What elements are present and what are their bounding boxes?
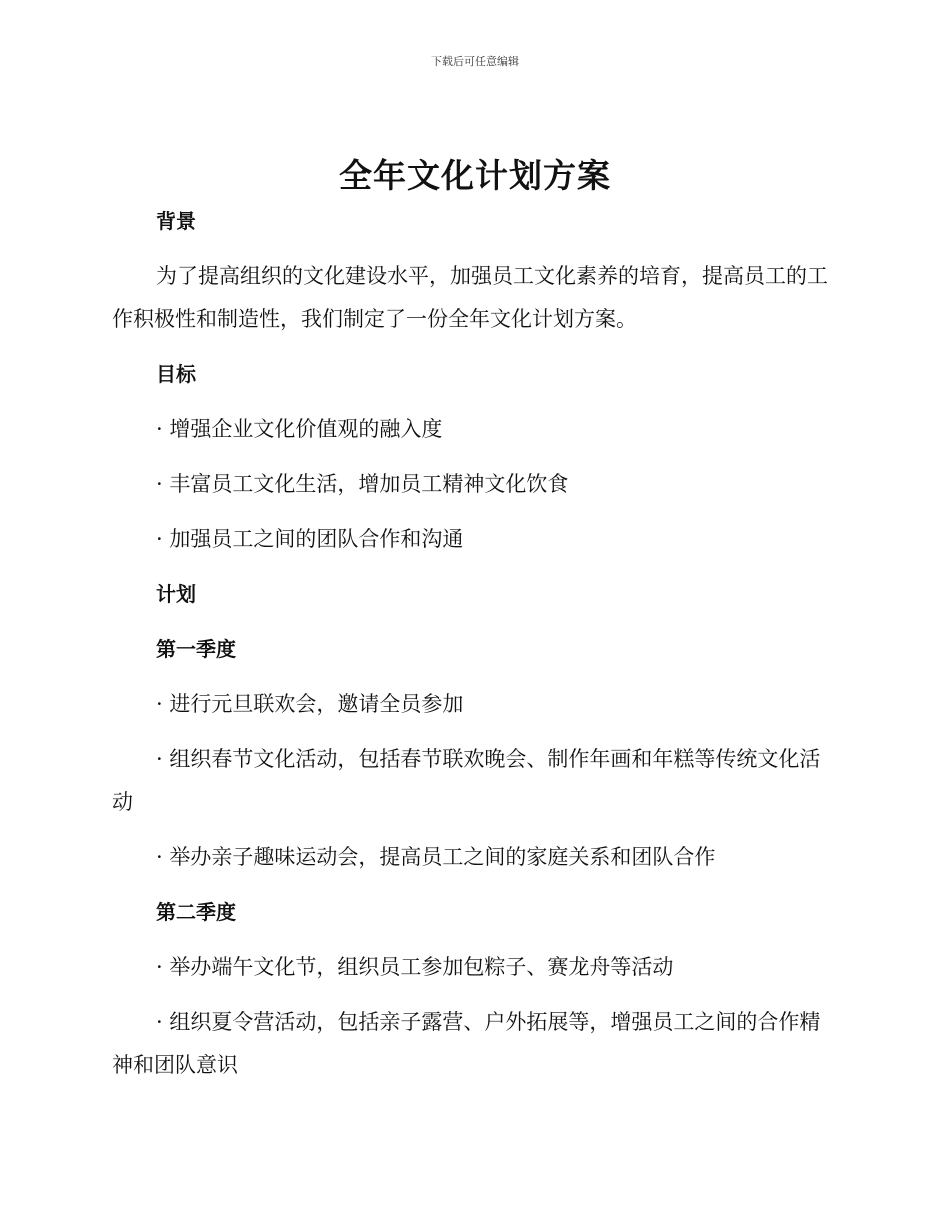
goal-item: · 丰富员工文化生活，增加员工精神文化饮食 <box>156 472 569 496</box>
q2-item: · 组织夏令营活动，包括亲子露营、户外拓展等，增强员工之间的合作精神和团队意识 <box>112 1010 821 1077</box>
section-heading-background: 背景 <box>156 209 196 233</box>
q1-item: · 举办亲子趣味运动会，提高员工之间的家庭关系和团队合作 <box>156 845 716 869</box>
section-heading-q1: 第一季度 <box>156 637 236 661</box>
document-title: 全年文化计划方案 <box>339 156 611 195</box>
q1-item: · 组织春节文化活动，包括春节联欢晚会、制作年画和年糕等传统文化活动 <box>112 747 821 814</box>
section-heading-goals: 目标 <box>156 362 196 386</box>
q1-item: · 进行元旦联欢会，邀请全员参加 <box>156 692 464 716</box>
background-paragraph: 为了提高组织的文化建设水平，加强员工文化素养的培育，提高员工的工作积极性和制造性，我们制定了一份全年文化计划方案。 <box>112 264 828 331</box>
goal-item: · 增强企业文化价值观的融入度 <box>156 417 443 441</box>
q2-item: · 举办端午文化节，组织员工参加包粽子、赛龙舟等活动 <box>156 955 674 979</box>
header-note: 下载后可任意编辑 <box>431 55 519 68</box>
section-heading-plan: 计划 <box>156 582 196 606</box>
goal-item: · 加强员工之间的团队合作和沟通 <box>156 527 464 551</box>
section-heading-q2: 第二季度 <box>156 900 236 924</box>
document-body <box>112 200 832 1087</box>
